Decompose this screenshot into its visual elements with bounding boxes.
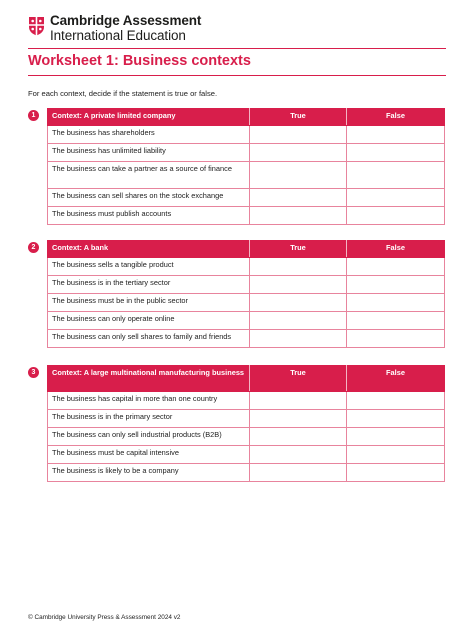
table-row	[48, 446, 445, 464]
false-answer-cell[interactable]	[347, 312, 445, 330]
false-column-heading: False	[347, 241, 445, 258]
table-row	[48, 464, 445, 482]
table-row	[48, 207, 445, 225]
worksheet-table-3	[47, 365, 445, 482]
cambridge-crest-icon	[28, 16, 45, 36]
false-answer-cell[interactable]	[347, 392, 445, 410]
statement-text: The business is in the primary sector	[48, 410, 250, 428]
statement-text: The business can sell shares on the stock exchange	[48, 189, 250, 207]
org-name-line1: Cambridge Assessment	[50, 13, 202, 28]
brand-text	[50, 14, 201, 43]
false-answer-cell[interactable]	[347, 330, 445, 348]
true-column-heading: True	[250, 109, 347, 126]
context-heading: Context: A large multinational manufacturing business	[48, 366, 250, 392]
table-row	[48, 144, 445, 162]
statement-text: The business can only sell industrial products (B2B)	[48, 428, 250, 446]
false-answer-cell[interactable]	[347, 258, 445, 276]
true-answer-cell[interactable]	[250, 312, 347, 330]
statement-text: The business is likely to be a company	[48, 464, 250, 482]
table-row	[48, 330, 445, 348]
table-row	[48, 189, 445, 207]
worksheet-table-2	[47, 240, 445, 348]
statement-text: The business can take a partner as a source of finance	[48, 162, 250, 189]
table-row	[48, 312, 445, 330]
true-answer-cell[interactable]	[250, 126, 347, 144]
true-answer-cell[interactable]	[250, 410, 347, 428]
false-column-heading: False	[347, 366, 445, 392]
table-row	[48, 126, 445, 144]
page-title: Worksheet 1: Business contexts	[28, 53, 251, 69]
context-heading: Context: A private limited company	[48, 109, 250, 126]
false-answer-cell[interactable]	[347, 428, 445, 446]
false-answer-cell[interactable]	[347, 162, 445, 189]
false-answer-cell[interactable]	[347, 410, 445, 428]
section-number-badge: 3	[28, 367, 39, 378]
false-answer-cell[interactable]	[347, 294, 445, 312]
header-divider	[28, 48, 446, 49]
statement-text: The business must be capital intensive	[48, 446, 250, 464]
table-row	[48, 294, 445, 312]
true-answer-cell[interactable]	[250, 162, 347, 189]
statement-text: The business can only operate online	[48, 312, 250, 330]
section-number-badge: 1	[28, 110, 39, 121]
true-answer-cell[interactable]	[250, 144, 347, 162]
table-row	[48, 428, 445, 446]
false-answer-cell[interactable]	[347, 446, 445, 464]
true-answer-cell[interactable]	[250, 464, 347, 482]
worksheet-table-1	[47, 108, 445, 225]
true-answer-cell[interactable]	[250, 446, 347, 464]
copyright-footer: © Cambridge University Press & Assessment 2024 v2	[28, 614, 181, 621]
false-answer-cell[interactable]	[347, 276, 445, 294]
table-row	[48, 276, 445, 294]
title-divider	[28, 75, 446, 76]
false-answer-cell[interactable]	[347, 464, 445, 482]
section-number-badge: 2	[28, 242, 39, 253]
table-header-row	[48, 366, 445, 392]
header	[28, 14, 201, 43]
table-header-row	[48, 241, 445, 258]
statement-text: The business sells a tangible product	[48, 258, 250, 276]
false-answer-cell[interactable]	[347, 207, 445, 225]
statement-text: The business has shareholders	[48, 126, 250, 144]
context-heading: Context: A bank	[48, 241, 250, 258]
false-answer-cell[interactable]	[347, 189, 445, 207]
table-header-row	[48, 109, 445, 126]
statement-text: The business can only sell shares to family and friends	[48, 330, 250, 348]
false-answer-cell[interactable]	[347, 144, 445, 162]
true-answer-cell[interactable]	[250, 330, 347, 348]
true-answer-cell[interactable]	[250, 276, 347, 294]
true-answer-cell[interactable]	[250, 294, 347, 312]
false-answer-cell[interactable]	[347, 126, 445, 144]
table-row	[48, 392, 445, 410]
instructions: For each context, decide if the statement is true or false.	[28, 89, 218, 98]
false-column-heading: False	[347, 109, 445, 126]
statement-text: The business has unlimited liability	[48, 144, 250, 162]
table-row	[48, 162, 445, 189]
true-column-heading: True	[250, 366, 347, 392]
true-answer-cell[interactable]	[250, 207, 347, 225]
table-row	[48, 258, 445, 276]
org-name-line2: International Education	[50, 28, 186, 43]
true-column-heading: True	[250, 241, 347, 258]
true-answer-cell[interactable]	[250, 428, 347, 446]
table-row	[48, 410, 445, 428]
statement-text: The business must publish accounts	[48, 207, 250, 225]
statement-text: The business has capital in more than one country	[48, 392, 250, 410]
statement-text: The business is in the tertiary sector	[48, 276, 250, 294]
true-answer-cell[interactable]	[250, 392, 347, 410]
true-answer-cell[interactable]	[250, 258, 347, 276]
statement-text: The business must be in the public sector	[48, 294, 250, 312]
true-answer-cell[interactable]	[250, 189, 347, 207]
